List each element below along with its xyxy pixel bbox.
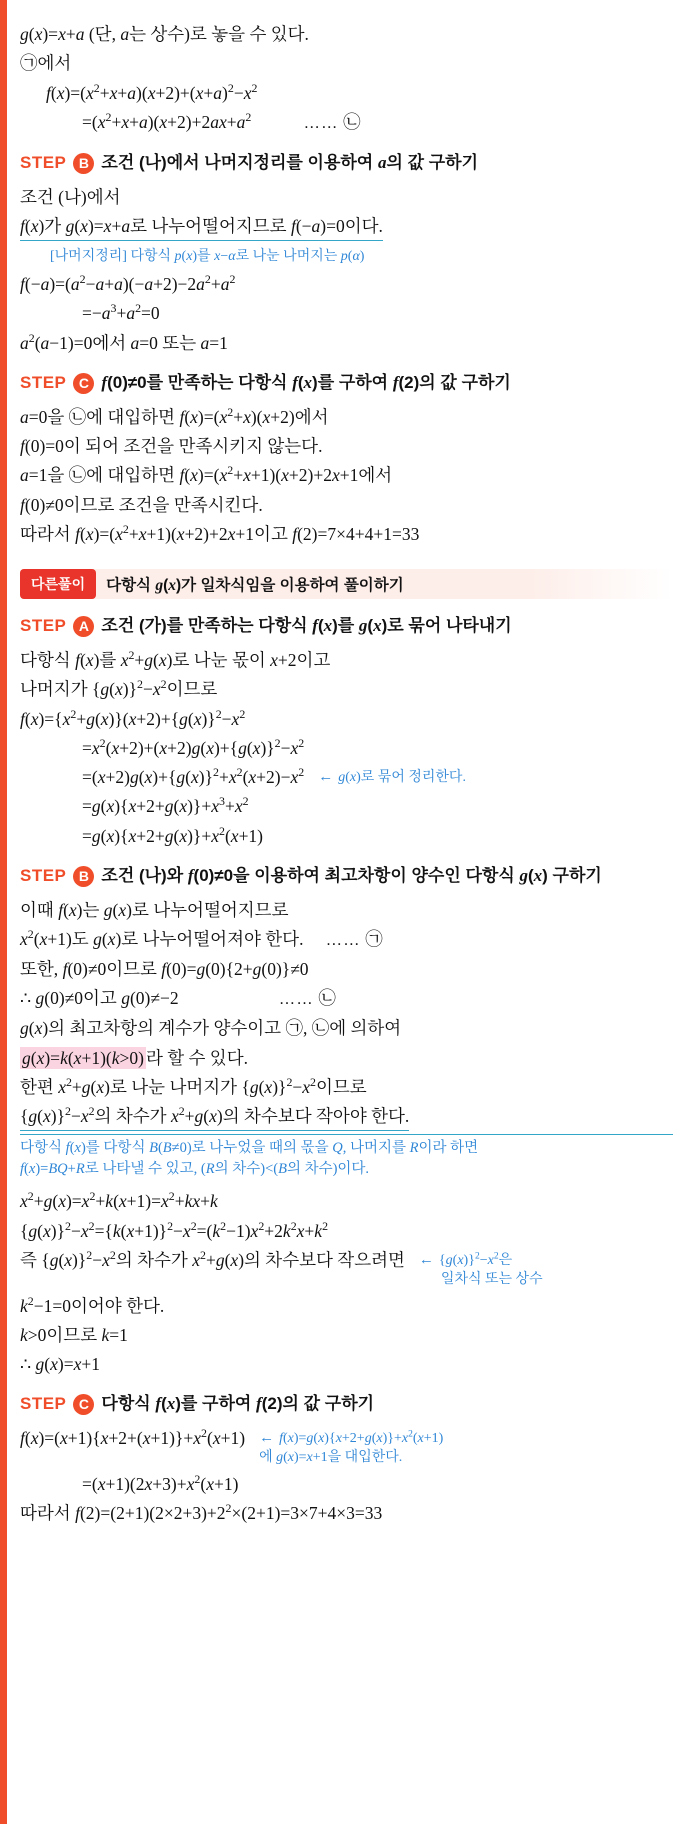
step-label: STEP	[20, 152, 67, 172]
text-line: g(x)의 최고차항의 계수가 양수이고 ㉠, ㉡에 의하여	[20, 1018, 402, 1039]
side-note: ← $f(x)=g(x)\{x+2+g(x)\}+x^2(x+1)$ 에 g(x)=x+1을 대입한다.	[259, 1429, 444, 1466]
text-line: 따라서 $f(x)=(x^2+x+1)(x+2)+2x+1$이고 f(2)=7×4+4+1=33	[20, 522, 420, 544]
text-line: ∴ g(x)=x+1	[20, 1354, 100, 1375]
text-line: 또한, f(0)≠0이므로 f(0)=g(0){2+g(0)}≠0	[20, 959, 309, 979]
side-note: ← g(x)로 묶어 정리한다.	[318, 769, 466, 786]
step-title: f(0)≠0를 만족하는 다항식 f(x)를 구하여 f(2)의 값 구하기	[101, 372, 511, 392]
step-header-alt-c	[20, 1393, 673, 1416]
step-title: 조건 (나)와 f(0)≠0을 이용하여 최고차항이 양수인 다항식 g(x) 구하기	[101, 865, 602, 885]
step-title: 다항식 f(x)를 구하여 f(2)의 값 구하기	[101, 1394, 375, 1414]
text-line: f(0)≠0이므로 조건을 만족시킨다.	[20, 494, 263, 515]
equation-line: $x^2+g(x)=x^2+k(x+1)=x^2+kx+k$	[20, 1189, 218, 1212]
text-line: $x^2(x+1)$도 g(x)로 나누어떨어져야 한다. …… ㉠	[20, 927, 383, 949]
alternate-solution-banner	[20, 569, 673, 599]
step-label: STEP	[20, 616, 67, 636]
text-line: ∴ g(0)≠0이고 g(0)≠−2 …… ㉡	[20, 988, 336, 1009]
equation-line: $=g(x)\{x+2+g(x)\}+x^3+x^2$	[82, 794, 249, 817]
step-header-c	[20, 372, 673, 395]
step-badge: C	[73, 373, 94, 394]
step-title: 조건 (가)를 만족하는 다항식 f(x)를 g(x)로 묶어 나타내기	[101, 616, 512, 636]
side-note: ← $\{g(x)\}^2-x^2$은 일차식 또는 상수	[418, 1251, 543, 1287]
equation-line: $k^2-1=0$이어야 한다.	[20, 1293, 165, 1316]
equation-line: $=(x+1)(2x+3)+x^2(x+1)$	[82, 1472, 239, 1495]
text-line: 조건 (나)에서	[20, 186, 121, 207]
step-header-alt-a	[20, 615, 673, 638]
text-line: 나머지가 $\{g(x)\}^2-x^2$이므로	[20, 677, 218, 700]
equation-line: $=x^2(x+2)+(x+2)g(x)+\{g(x)\}^2-x^2$	[82, 735, 305, 758]
text-line: a=1을 ㉡에 대입하면 $f(x)=(x^2+x+1)(x+2)+2x+1$에서	[20, 463, 393, 486]
highlighted-equation: g(x)=k(x+1)(k>0) 라 할 수 있다.	[22, 1047, 248, 1068]
step-badge: A	[73, 616, 94, 637]
equation-line-with-note: $=(x+2)g(x)+\{g(x)\}^2+x^2(x+2)-x^2$ ← g(x)로 묶어 정리한다.	[82, 765, 466, 788]
division-theorem-note: 다항식 f(x)를 다항식 B(B≠0)로 나누었을 때의 몫을 Q, 나머지를 R이라 하면 f(x)=BQ+R로 나타낼 수 있고, (R의 차수)<(B의 차수)이다.	[20, 1134, 673, 1180]
equation-line-with-note: $f(x)=(x+1)\{x+2+(x+1)\}+x^2(x+1)$ ← $f(x)=g(x)\{x+2+g(x)\}+x^2(x+1)$ 에 g(x)=x+1을 대입한다.	[20, 1425, 673, 1468]
step-label: STEP	[20, 865, 67, 885]
text-line: k>0이므로 k=1	[20, 1324, 128, 1345]
equation-line: $=-a^3+a^2=0$	[82, 301, 160, 324]
equation-line-with-note: 즉 $\{g(x)\}^2-x^2$의 차수가 $x^2+g(x)$의 차수보다 작으려면 ← $\{g(x)\}^2-x^2$은 일차식 또는 상수	[20, 1247, 673, 1290]
step-title: 조건 (나)에서 나머지정리를 이용하여 a의 값 구하기	[101, 152, 479, 172]
equation-line: 따라서 $f(2)=(2+1)(2\times 2+3)+2^2\times(2+1)=3\times 7+4\times 3=33$	[20, 1501, 383, 1524]
text-line: f(x)가 g(x)=x+a로 나누어떨어지므로 f(−a)=0이다.	[20, 213, 673, 241]
step-badge: B	[73, 153, 94, 174]
text-line: 한편 $x^2+g(x)$로 나눈 나머지가 $\{g(x)\}^2-x^2$이므로	[20, 1074, 367, 1097]
step-label: STEP	[20, 1394, 67, 1414]
equation-line: $a^2(a-1)=0$에서 a=0 또는 a=1	[20, 330, 228, 353]
step-header-alt-b	[20, 865, 673, 888]
step-label: STEP	[20, 372, 67, 392]
equation-line: $\{g(x)\}^2-x^2=\{k(x+1)\}^2-x^2=(k^2-1)x^2+2k^2x+k^2$	[20, 1218, 329, 1241]
text-line: f(0)=0이 되어 조건을 만족시키지 않는다.	[20, 436, 323, 457]
step-header-b	[20, 152, 673, 175]
step-badge: B	[73, 866, 94, 887]
alternate-solution-text: 다항식 g(x)가 일차식임을 이용하여 풀이하기	[106, 577, 404, 595]
text-line: 다항식 f(x)를 $x^2+g(x)$로 나눈 몫이 x+2이고	[20, 648, 331, 671]
step-badge: C	[73, 1394, 94, 1415]
remainder-theorem-note: [나머지정리] 다항식 p(x)를 x−α로 나눈 나머지는 p(α)	[50, 249, 365, 265]
equation-line: $=(x^2+x+a)(x+2)+2ax+a^2$ …… ㉡	[82, 109, 361, 132]
text-line: a=0을 ㉡에 대입하면 $f(x)=(x^2+x)(x+2)$에서	[20, 405, 329, 427]
text-line: 이때 f(x)는 g(x)로 나누어떨어지므로	[20, 899, 289, 920]
left-accent-bar	[0, 0, 7, 1824]
text-line: g(x)=x+a (단, a는 상수)로 놓을 수 있다.	[20, 24, 309, 44]
text-line: ㉠에서	[20, 53, 72, 74]
equation-line: $f(-a)=(a^2-a+a)(-a+2)-2a^2+a^2$	[20, 272, 236, 295]
equation-line: $f(x)=\{x^2+g(x)\}(x+2)+\{g(x)\}^2-x^2$	[20, 706, 246, 729]
alternate-solution-tag: 다른풀이	[20, 569, 96, 599]
equation-line: $=g(x)\{x+2+g(x)\}+x^2(x+1)$	[82, 823, 264, 846]
text-line: $\{g(x)\}^2-x^2$의 차수가 $x^2+g(x)$의 차수보다 작아야 한다.	[20, 1103, 673, 1131]
equation-line: $f(x)=(x^2+x+a)(x+2)+(x+a)^2-x^2$	[46, 80, 258, 103]
